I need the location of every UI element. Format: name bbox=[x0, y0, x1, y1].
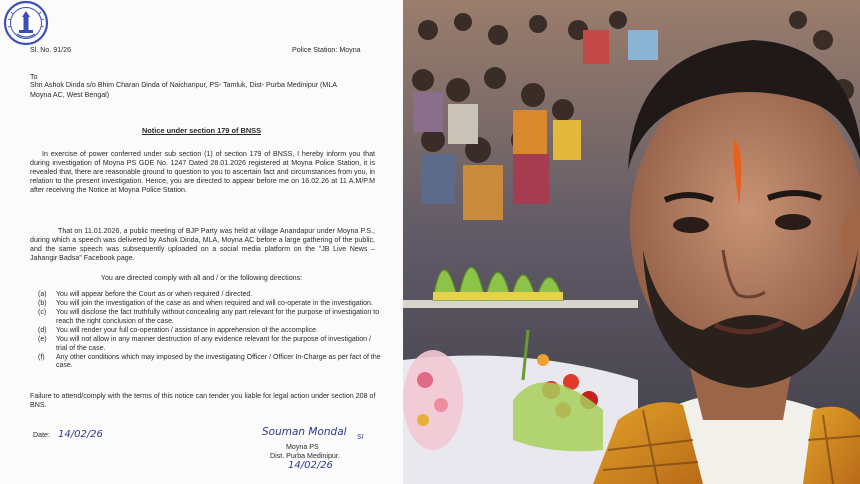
list-item: (e) You will not allow in any manner destruction of any evidence relevant for the purpose of investigation / trial of the case. bbox=[38, 336, 371, 352]
notice-paragraph-2: That on 11.01.2026, a public meeting of BJP Party was held at village Anandapur under Moyna P.S., during which a speech was delivered by Ashok Dinda, MLA, Moyna AC before a large gathering of the public, and the same speech was subsequently uploaded on a social media platform on the "JB Live News – Jahangir Badsa" Facebook page. bbox=[30, 227, 375, 262]
signatory-district: Dist. Purba Medinipur. bbox=[270, 452, 340, 460]
addressee-line-1: Shri Ashok Dinda s/o Bhim Charan Dinda of Naichanpur, PS- Tamluk, Dist- Purba Medinipur (MLA bbox=[30, 81, 338, 89]
signatory-station: Moyna PS bbox=[286, 443, 319, 451]
legal-warning: Failure to attend/comply with the terms of this notice can tender you liable for legal action under section 208 of BNS. bbox=[30, 392, 376, 409]
signature-date: 14/02/26 bbox=[288, 460, 333, 471]
police-station: Police Station: Moyna bbox=[292, 46, 361, 54]
date-label: Date: bbox=[33, 431, 50, 439]
notice-paragraph-1: In exercise of power conferred under sub section (1) of section 179 of BNSS, I hereby inform you that during investigation of Moyna PS GDE No. 1247 Dated 28.01.2026 registered at Moyna Police Station, it is revealed that, there are reasonable ground to question to you to ascertain fact and circumstances from you, in relation to the present investigation. Hence, you are directed to appear before me on 16.02.26 at 11 A.M/P.M after receiving the Notice at Moyna Police Station. bbox=[30, 150, 375, 194]
police-notice-document bbox=[0, 0, 403, 484]
notice-title: Notice under section 179 of BNSS bbox=[141, 126, 262, 135]
list-item: (c) You will disclose the fact truthfully without concealing any part relevant for the purpose of investigation to reach the right conclusion of the case. bbox=[38, 309, 380, 325]
signature-suffix: SI bbox=[357, 433, 364, 441]
handwritten-date: 14/02/26 bbox=[58, 429, 103, 440]
directions-intro: You are directed comply with all and / or the following directions: bbox=[100, 274, 303, 282]
rally-selfie-photo bbox=[403, 0, 860, 484]
list-item: (f) Any other conditions which may imposed by the investigating Officer / Officer In-Charge as per fact of the case. bbox=[38, 353, 381, 370]
list-item: (a) You will appear before the Court as or when required / directed. bbox=[38, 291, 253, 298]
addressee-line-2: Moyna AC, West Bengal) bbox=[30, 91, 110, 99]
to-label: To bbox=[30, 73, 38, 81]
list-item: (d) You will render your full co-operation / assistance in apprehension of the accomplice. bbox=[38, 326, 319, 334]
list-item: (b) You will join the investigation of the case as and when required and will co-operate in the investigation. bbox=[38, 300, 373, 308]
officer-signature: Souman Mondal bbox=[262, 426, 347, 438]
police-emblem-icon bbox=[2, 0, 52, 48]
directions-list bbox=[38, 291, 381, 371]
serial-number: Sl. No. 91/26 bbox=[30, 46, 72, 54]
